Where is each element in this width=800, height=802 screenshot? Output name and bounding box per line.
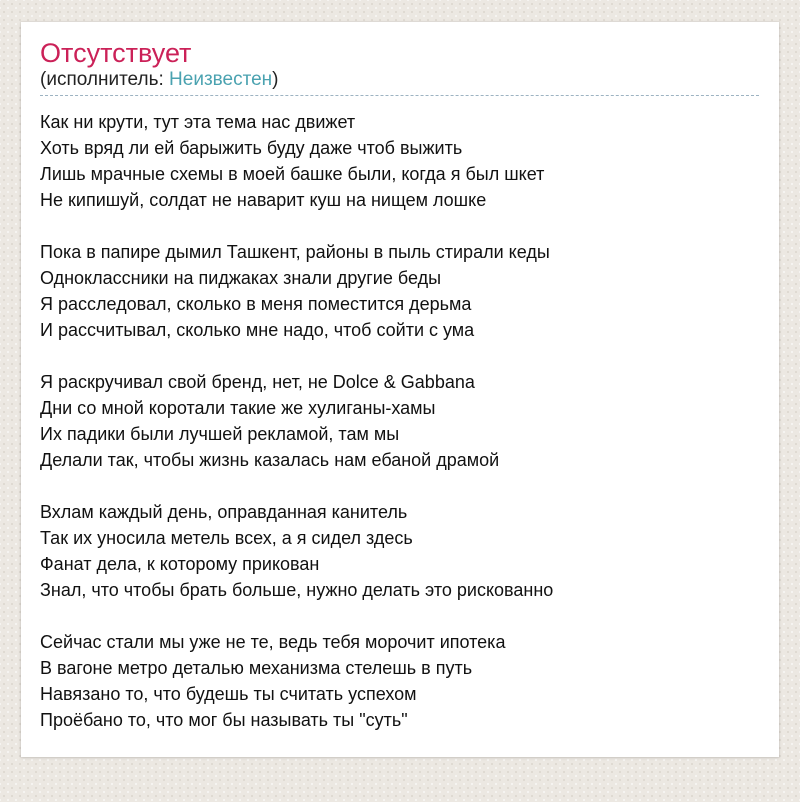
lyrics-line: Я раскручивал свой бренд, нет, не Dolce & Gabbana [40,372,475,392]
lyrics-line: Я расследовал, сколько в меня поместится дерьма [40,294,472,314]
lyrics-line: Знал, что чтобы брать больше, нужно делать это рискованно [40,580,554,600]
lyrics-line: Делали так, чтобы жизнь казалась нам ебаной драмой [40,450,500,470]
lyrics-card [21,22,779,757]
lyrics-line: Пока в папире дымил Ташкент, районы в пыль стирали кеды [40,242,550,262]
lyrics-line: Не кипишуй, солдат не наварит куш на нищем лошке [40,190,487,210]
lyrics-line: Сейчас стали мы уже не те, ведь тебя морочит ипотека [40,632,506,652]
lyrics-line: Как ни крути, тут эта тема нас движет [40,112,356,132]
lyrics-line: Хоть вряд ли ей барыжить буду даже чтоб выжить [40,138,463,158]
lyrics-line: Одноклассники на пиджаках знали другие беды [40,268,442,288]
header-divider [40,95,759,96]
lyrics-stanza [40,109,759,213]
lyrics-line: В вагоне метро деталью механизма стелешь в путь [40,658,473,678]
lyrics-stanza [40,499,759,603]
lyrics-text [40,109,759,733]
page-background [0,22,800,802]
lyrics-stanza [40,239,759,343]
lyrics-line: Лишь мрачные схемы в моей башке были, когда я был шкет [40,164,545,184]
lyrics-line: Фанат дела, к которому прикован [40,554,320,574]
lyrics-line: Их падики были лучшей рекламой, там мы [40,424,400,444]
artist-prefix: (исполнитель: [40,69,170,90]
lyrics-line: Дни со мной коротали такие же хулиганы-хамы [40,398,436,418]
lyrics-line: Вхлам каждый день, оправданная канитель [40,502,408,522]
artist-link[interactable]: Неизвестен [169,69,273,90]
lyrics-stanza [40,369,759,473]
lyrics-stanza [40,629,759,733]
song-title: Отсутствует [40,38,192,68]
lyrics-line: И рассчитывал, сколько мне надо, чтоб сойти с ума [40,320,475,340]
lyrics-line: Проёбано то, что мог бы называть ты "суть" [40,710,408,730]
artist-suffix: ) [272,69,279,90]
artist-line [40,68,759,91]
lyrics-line: Навязано то, что будешь ты считать успехом [40,684,417,704]
lyrics-line: Так их уносила метель всех, а я сидел здесь [40,528,413,548]
